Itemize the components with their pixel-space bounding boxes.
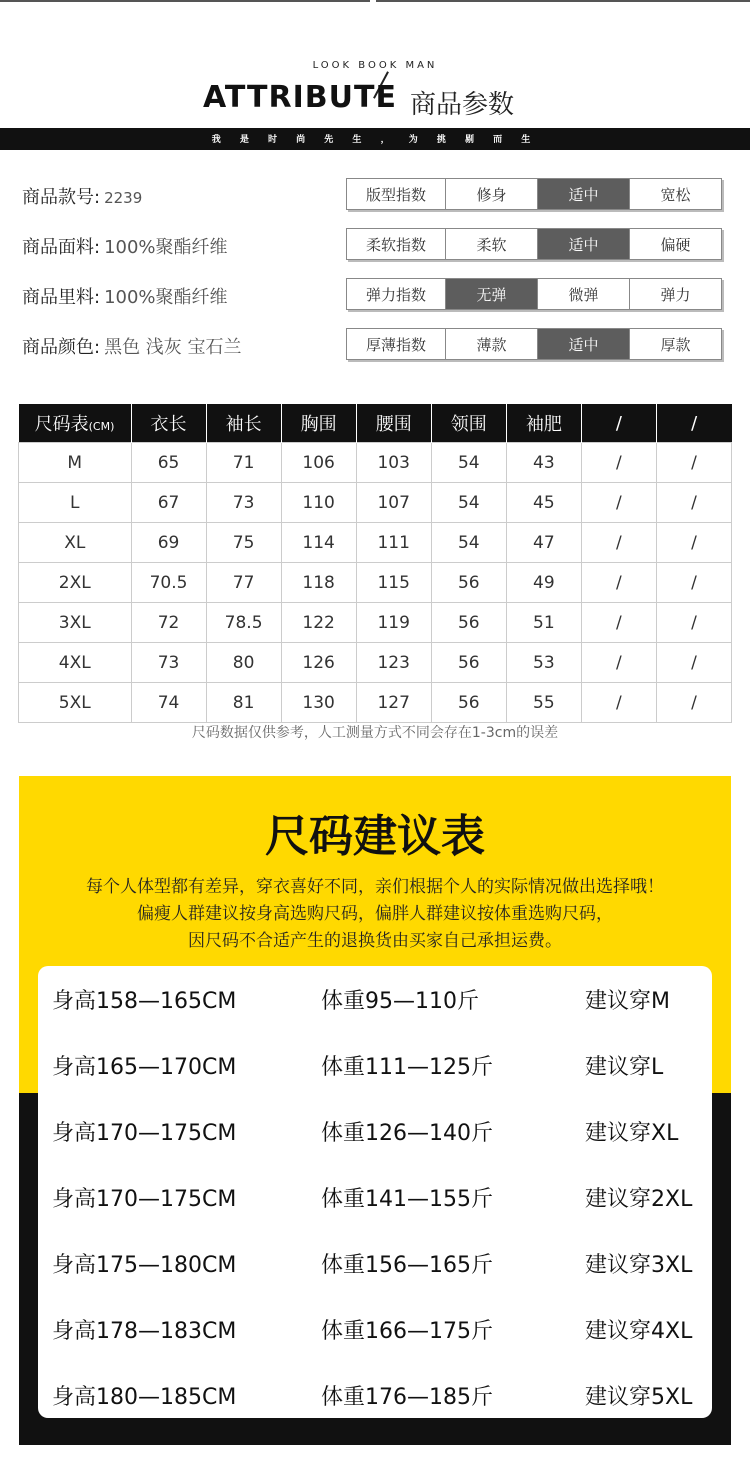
table-cell: 56	[431, 603, 506, 643]
recommend-height: 身高175—180CM	[52, 1253, 237, 1278]
table-row	[19, 443, 732, 483]
table-cell: 69	[131, 523, 206, 563]
index-option-selected: 适中	[538, 229, 630, 259]
recommend-row	[38, 1308, 712, 1348]
table-cell: L	[19, 483, 132, 523]
header-length: 衣长	[131, 404, 206, 443]
slogan-text: 我 是 时 尚 先 生 ， 为 挑 剔 而 生	[211, 135, 539, 145]
table-cell: /	[656, 443, 731, 483]
size-note: 尺码数据仅供参考，人工测量方式不同会存在1-3cm的误差	[191, 725, 559, 741]
table-cell: 47	[506, 523, 581, 563]
table-cell: /	[581, 523, 656, 563]
table-cell: 114	[281, 523, 356, 563]
index-option: 微弹	[538, 279, 630, 309]
index-option: 厚款	[630, 329, 721, 359]
recommend-size: 建议穿2XL	[585, 1187, 693, 1212]
recommend-size: 建议穿M	[585, 989, 670, 1014]
table-cell: 56	[431, 563, 506, 603]
table-cell: 45	[506, 483, 581, 523]
size-table-header	[19, 404, 732, 443]
recommend-height: 身高165—170CM	[52, 1055, 237, 1080]
recommend-desc-3: 因尺码不合适产生的退换货由买家自己承担运费。	[188, 931, 562, 951]
table-cell: 54	[431, 523, 506, 563]
recommend-weight: 体重176—185斤	[321, 1385, 493, 1410]
attribute-title-cn: 商品参数	[410, 90, 515, 120]
index-name: 弹力指数	[347, 279, 446, 309]
recommend-weight: 体重141—155斤	[321, 1187, 493, 1212]
info-label: 商品里料:	[22, 287, 101, 308]
table-cell: 118	[281, 563, 356, 603]
recommend-row	[38, 1044, 712, 1084]
info-value: 100%聚酯纤维	[104, 237, 228, 258]
table-cell: 123	[356, 643, 431, 683]
recommend-height: 身高178—183CM	[52, 1319, 237, 1344]
table-cell: 56	[431, 683, 506, 723]
index-scale	[346, 178, 722, 210]
product-info-row	[22, 333, 242, 359]
index-scale	[346, 328, 722, 360]
recommend-title: 尺码建议表	[265, 811, 485, 862]
table-cell: 126	[281, 643, 356, 683]
table-row	[19, 483, 732, 523]
recommend-row	[38, 1110, 712, 1150]
table-cell: /	[656, 683, 731, 723]
product-info-row	[22, 283, 228, 309]
table-cell: /	[581, 643, 656, 683]
recommend-size: 建议穿XL	[585, 1121, 679, 1146]
table-cell: /	[656, 643, 731, 683]
header-size-chart-label: 尺码表	[34, 414, 89, 435]
index-name: 版型指数	[347, 179, 446, 209]
table-cell: 3XL	[19, 603, 132, 643]
recommend-height: 身高170—175CM	[52, 1121, 237, 1146]
table-row	[19, 643, 732, 683]
table-cell: /	[581, 443, 656, 483]
table-row	[19, 683, 732, 723]
index-option: 宽松	[630, 179, 721, 209]
table-cell: 81	[206, 683, 281, 723]
table-cell: /	[581, 563, 656, 603]
index-option: 偏硬	[630, 229, 721, 259]
table-row	[19, 603, 732, 643]
recommend-weight: 体重95—110斤	[321, 989, 479, 1014]
table-cell: /	[656, 603, 731, 643]
index-option: 修身	[446, 179, 538, 209]
table-cell: /	[656, 523, 731, 563]
table-cell: 71	[206, 443, 281, 483]
table-cell: 110	[281, 483, 356, 523]
table-cell: 111	[356, 523, 431, 563]
slogan-bar	[0, 128, 750, 150]
top-divider-right	[376, 0, 750, 2]
recommend-row	[38, 1374, 712, 1414]
info-label: 商品面料:	[22, 237, 101, 258]
recommend-weight: 体重126—140斤	[321, 1121, 493, 1146]
table-cell: 43	[506, 443, 581, 483]
index-option: 弹力	[630, 279, 721, 309]
table-cell: 127	[356, 683, 431, 723]
recommend-row	[38, 1242, 712, 1282]
table-cell: 4XL	[19, 643, 132, 683]
index-scale	[346, 228, 722, 260]
table-cell: 70.5	[131, 563, 206, 603]
recommend-height: 身高158—165CM	[52, 989, 237, 1014]
table-cell: 54	[431, 443, 506, 483]
info-value: 黑色 浅灰 宝石兰	[104, 337, 242, 358]
index-name: 柔软指数	[347, 229, 446, 259]
table-cell: /	[656, 483, 731, 523]
header-chest: 胸围	[281, 404, 356, 443]
table-cell: /	[581, 483, 656, 523]
index-option: 薄款	[446, 329, 538, 359]
recommend-card	[38, 966, 712, 1418]
table-cell: /	[581, 603, 656, 643]
header-empty-2: /	[656, 404, 731, 443]
index-option-selected: 适中	[538, 329, 630, 359]
table-cell: 2XL	[19, 563, 132, 603]
header-size-chart	[19, 404, 132, 443]
size-table	[18, 404, 732, 723]
table-cell: 130	[281, 683, 356, 723]
table-cell: 106	[281, 443, 356, 483]
table-row	[19, 563, 732, 603]
recommend-size: 建议穿4XL	[585, 1319, 693, 1344]
info-label: 商品款号:	[22, 187, 101, 208]
recommend-height: 身高180—185CM	[52, 1385, 237, 1410]
recommend-size: 建议穿3XL	[585, 1253, 693, 1278]
table-cell: 107	[356, 483, 431, 523]
table-cell: 67	[131, 483, 206, 523]
recommend-desc-2: 偏瘦人群建议按身高选购尺码，偏胖人群建议按体重选购尺码，	[137, 904, 613, 924]
look-book-label: LOOK BOOK MAN	[312, 60, 438, 71]
table-cell: 65	[131, 443, 206, 483]
header-unit: (CM)	[88, 420, 115, 433]
header-sleeve: 袖长	[206, 404, 281, 443]
table-cell: 75	[206, 523, 281, 563]
header-collar: 领围	[431, 404, 506, 443]
info-value: 100%聚酯纤维	[104, 287, 228, 308]
recommend-weight: 体重166—175斤	[321, 1319, 493, 1344]
table-cell: XL	[19, 523, 132, 563]
table-cell: 72	[131, 603, 206, 643]
table-cell: 54	[431, 483, 506, 523]
table-cell: 78.5	[206, 603, 281, 643]
header-waist: 腰围	[356, 404, 431, 443]
recommend-weight: 体重156—165斤	[321, 1253, 493, 1278]
table-row	[19, 523, 732, 563]
recommend-size: 建议穿5XL	[585, 1385, 693, 1410]
table-cell: 73	[131, 643, 206, 683]
table-cell: 53	[506, 643, 581, 683]
table-cell: 56	[431, 643, 506, 683]
table-cell: 122	[281, 603, 356, 643]
table-cell: 55	[506, 683, 581, 723]
table-cell: /	[581, 683, 656, 723]
info-value: 2239	[104, 189, 143, 207]
table-cell: 73	[206, 483, 281, 523]
header-sleeve-width: 袖肥	[506, 404, 581, 443]
table-cell: 80	[206, 643, 281, 683]
table-cell: /	[656, 563, 731, 603]
index-option-selected: 无弹	[446, 279, 538, 309]
table-cell: 49	[506, 563, 581, 603]
index-option-selected: 适中	[538, 179, 630, 209]
recommend-desc-1: 每个人体型都有差异，穿衣喜好不同，亲们根据个人的实际情况做出选择哦！	[86, 877, 664, 897]
recommend-row	[38, 1176, 712, 1216]
table-cell: 115	[356, 563, 431, 603]
header-empty-1: /	[581, 404, 656, 443]
recommend-height: 身高170—175CM	[52, 1187, 237, 1212]
recommend-weight: 体重111—125斤	[321, 1055, 493, 1080]
index-option: 柔软	[446, 229, 538, 259]
table-cell: 74	[131, 683, 206, 723]
table-cell: 77	[206, 563, 281, 603]
product-info-row	[22, 183, 142, 209]
top-divider-left	[0, 0, 370, 2]
info-label: 商品颜色:	[22, 337, 101, 358]
product-info-row	[22, 233, 228, 259]
table-cell: 51	[506, 603, 581, 643]
recommend-size: 建议穿L	[585, 1055, 664, 1080]
index-scale	[346, 278, 722, 310]
index-name: 厚薄指数	[347, 329, 446, 359]
attribute-title: ATTRIBUTE	[203, 80, 397, 115]
table-cell: M	[19, 443, 132, 483]
recommend-row	[38, 978, 712, 1018]
table-cell: 5XL	[19, 683, 132, 723]
table-cell: 103	[356, 443, 431, 483]
table-cell: 119	[356, 603, 431, 643]
